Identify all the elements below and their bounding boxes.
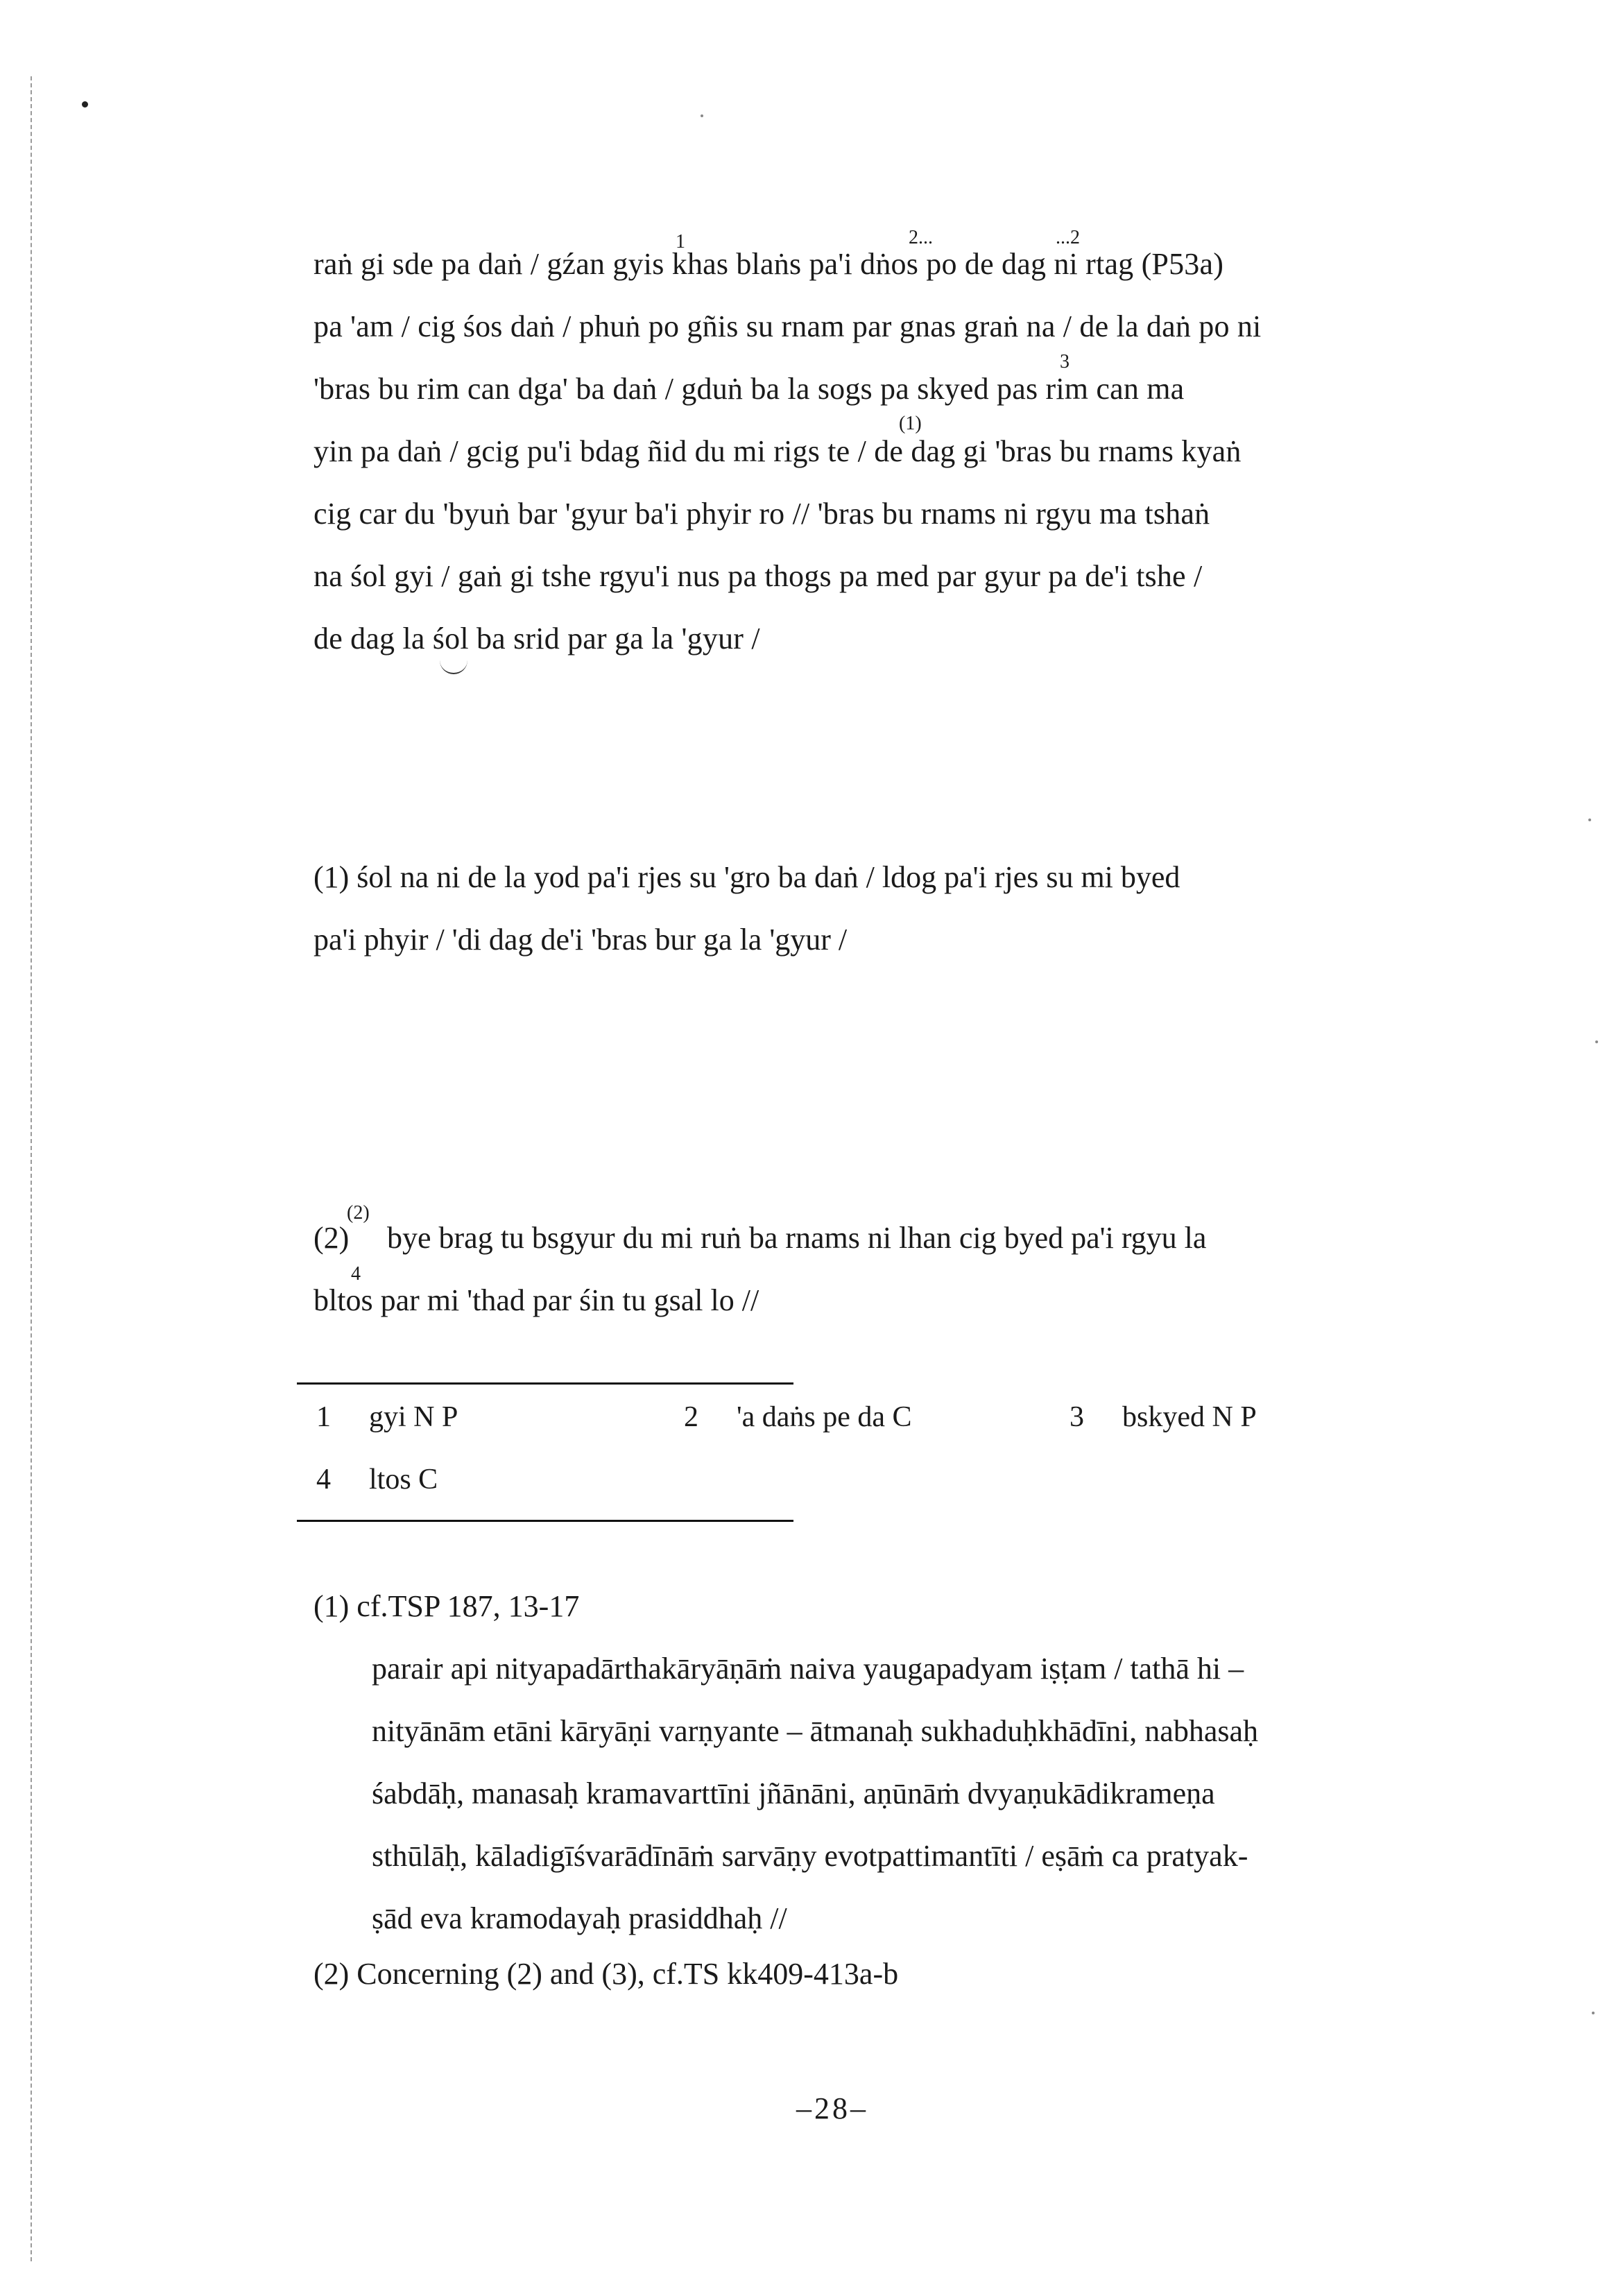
variant-mark: 3 [1060, 351, 1070, 372]
variant-number: 4 [316, 1464, 331, 1496]
variant-mark: 4 [351, 1263, 361, 1285]
scan-speck [1595, 1040, 1598, 1043]
variant-mark: 1 [676, 231, 685, 252]
footnote-line: śabdāḥ, manasaḥ kramavarttīni jñānāni, aṇūnāṁ dvyaṇukādikrameṇa [372, 1776, 1215, 1810]
text-line: de dag la śol ba srid par ga la 'gyur / [314, 622, 760, 656]
footnote-line: (2) Concerning (2) and (3), cf.TS kk409-413a-b [314, 1957, 899, 1991]
text-line: raṅ gi sde pa daṅ / gźan gyis khas blaṅs pa'i dṅos po de dag ni rtag (P53a) [314, 247, 1224, 281]
variant-number: 3 [1070, 1401, 1084, 1433]
page-number: –28– [796, 2091, 868, 2125]
variant-reading: ltos C [369, 1464, 438, 1496]
editorial-mark [440, 660, 467, 674]
variant-reading: 'a daṅs pe da C [737, 1401, 912, 1433]
note-line: bye brag tu bsgyur du mi ruṅ ba rnams ni lhan cig byed pa'i rgyu la [387, 1221, 1207, 1255]
footnote-label: (1) cf.TSP 187, 13-17 [314, 1589, 580, 1623]
note-mark: (2) [347, 1202, 370, 1224]
footnote-line: nityānām etāni kāryāṇi varṇyante – ātmanaḥ sukhaduḥkhādīni, nabhasaḥ [372, 1714, 1259, 1748]
variant-mark: ...2 [1056, 227, 1080, 248]
variant-number: 2 [684, 1401, 698, 1433]
note-line: pa'i phyir / 'di dag de'i 'bras bur ga la 'gyur / [314, 923, 848, 957]
variant-reading: bskyed N P [1122, 1401, 1257, 1433]
text-line: yin pa daṅ / gcig pu'i bdag ñid du mi rigs te / de dag gi 'bras bu rnams kyaṅ [314, 434, 1242, 468]
scan-speck [701, 114, 703, 117]
text-line: cig car du 'byuṅ bar 'gyur ba'i phyir ro // 'bras bu rnams ni rgyu ma tshaṅ [314, 497, 1210, 531]
footnote-line: sthūlāḥ, kāladigīśvarādīnāṁ sarvāṇy evotpattimantīti / eṣāṁ ca pratyak- [372, 1839, 1248, 1873]
scan-speck [1592, 2012, 1595, 2014]
text-line: na śol gyi / gaṅ gi tshe rgyu'i nus pa thogs pa med par gyur pa de'i tshe / [314, 559, 1203, 593]
scan-edge-line [31, 76, 32, 2261]
footnote-line: parair api nityapadārthakāryāṇāṁ naiva yaugapadyam iṣṭam / tathā hi – [372, 1652, 1244, 1686]
apparatus-rule-top [297, 1382, 793, 1385]
text-line: 'bras bu rim can dga' ba daṅ / gduṅ ba la sogs pa skyed pas rim can ma [314, 372, 1185, 406]
apparatus-rule-bottom [297, 1520, 793, 1522]
variant-number: 1 [316, 1401, 331, 1433]
note-line: bltos par mi 'thad par śin tu gsal lo // [314, 1283, 759, 1317]
scan-speck [1588, 819, 1591, 821]
note-label: (2) [314, 1221, 350, 1255]
footnote-line: ṣād eva kramodayaḥ prasiddhaḥ // [372, 1901, 787, 1935]
scan-dot [82, 101, 88, 108]
note-mark: (1) [899, 413, 922, 434]
note-line: (1) śol na ni de la yod pa'i rjes su 'gro ba daṅ / ldog pa'i rjes su mi byed [314, 860, 1180, 894]
variant-mark: 2... [909, 227, 933, 248]
variant-reading: gyi N P [369, 1401, 458, 1433]
text-line: pa 'am / cig śos daṅ / phuṅ po gñis su rnam par gnas graṅ na / de la daṅ po ni [314, 309, 1262, 343]
